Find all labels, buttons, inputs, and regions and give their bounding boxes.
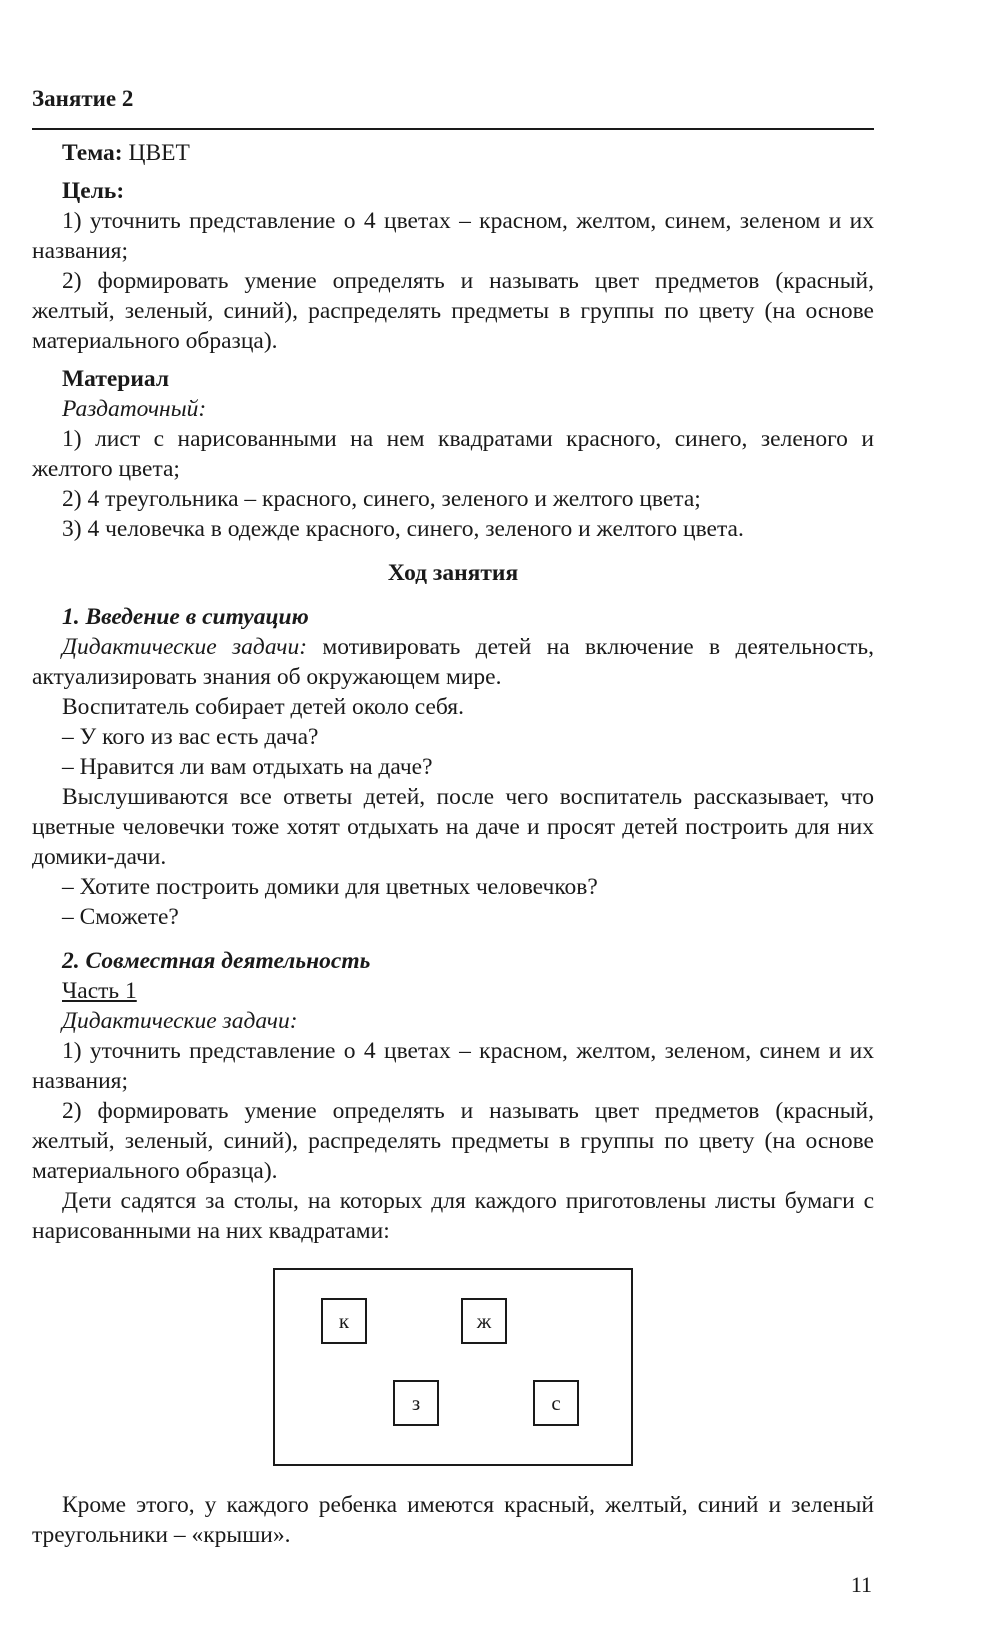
square-yellow: ж <box>461 1298 507 1344</box>
section1-paragraph: Выслушиваются все ответы детей, после чего воспитатель рассказывает, что цветные человечки тоже хотят отдыхать на даче и просят детей построить для них домики-дачи. <box>32 784 874 870</box>
lesson-title: Занятие 2 <box>32 86 134 111</box>
square-red: к <box>321 1298 367 1344</box>
section2-item-2: 2) формировать умение определять и называть цвет предметов (красный, желтый, зеленый, синий), распределять предметы в группы по цвету (на основе материального образца). <box>32 1098 874 1184</box>
square-blue: с <box>533 1380 579 1426</box>
material-label: Материал <box>62 366 170 392</box>
section2-title: 2. Совместная деятельность <box>62 948 371 974</box>
section2-after: Кроме этого, у каждого ребенка имеются красный, желтый, синий и зеленый треугольники – «крыши». <box>32 1492 874 1548</box>
material-item-1: 1) лист с нарисованными на нем квадратами красного, синего, зеленого и желтого цвета; <box>32 426 874 482</box>
page-number: 11 <box>850 1572 872 1597</box>
topic-line <box>32 138 874 168</box>
section1-tasks-text: мотивировать детей на включение в деятельность, актуализировать знания об окружающем мире. <box>32 634 874 690</box>
section1-paragraph: – Сможете? <box>62 904 179 930</box>
goal-item-2: 2) формировать умение определять и называть цвет предметов (красный, желтый, зеленый, синий), распределять предметы в группы по цвету (на основе материального образца). <box>32 268 874 354</box>
section1-paragraph: – У кого из вас есть дача? <box>62 724 319 750</box>
section2-part: Часть 1 <box>62 978 137 1004</box>
page-content <box>32 84 874 1550</box>
topic-label: Тема: <box>62 140 123 166</box>
topic-value: ЦВЕТ <box>122 140 190 166</box>
section2-item-1: 1) уточнить представление о 4 цветах – красном, желтом, зеленом, синем и их названия; <box>32 1038 874 1094</box>
title-rule <box>32 128 874 130</box>
square-green: з <box>393 1380 439 1426</box>
goal-label: Цель: <box>62 178 125 204</box>
material-item-2: 2) 4 треугольника – красного, синего, зеленого и желтого цвета; <box>62 486 701 512</box>
material-item-3: 3) 4 человечка в одежде красного, синего, зеленого и желтого цвета. <box>62 516 744 542</box>
material-sublabel: Раздаточный: <box>62 396 207 422</box>
course-title: Ход занятия <box>387 560 519 586</box>
section1-title: 1. Введение в ситуацию <box>62 604 309 630</box>
section1-tasks <box>32 632 874 692</box>
section2-tasks-label: Дидактические задачи: <box>62 1008 298 1034</box>
section1-paragraph: Воспитатель собирает детей около себя. <box>62 694 464 720</box>
goal-item-1: 1) уточнить представление о 4 цветах – красном, желтом, синем, зеленом и их названия; <box>32 208 874 264</box>
squares-sheet-figure <box>273 1268 633 1466</box>
section1-paragraph: – Нравится ли вам отдыхать на даче? <box>62 754 433 780</box>
section1-paragraph: – Хотите построить домики для цветных человечков? <box>62 874 598 900</box>
section2-intro: Дети садятся за столы, на которых для каждого приготовлены листы бумаги с нарисованными на них квадратами: <box>32 1188 874 1244</box>
section1-tasks-label: Дидактические задачи: <box>62 634 308 660</box>
